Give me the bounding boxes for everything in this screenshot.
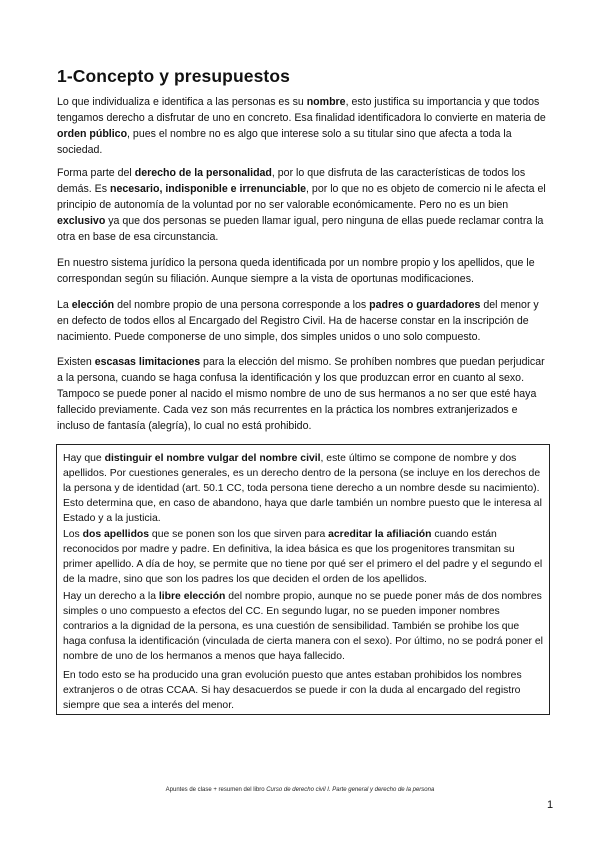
text-run: Los	[63, 529, 83, 540]
paragraph	[57, 297, 551, 345]
page-footer	[0, 787, 600, 793]
bold-term: libre elección	[158, 591, 226, 602]
bold-term: elección	[71, 299, 115, 311]
text-run: Hay un derecho a la	[63, 591, 159, 602]
box-paragraph	[63, 589, 545, 664]
bold-term: acreditar la afiliación	[328, 529, 432, 540]
paragraph	[57, 94, 551, 158]
text-run: En todo esto se ha producido una gran evolución puesto que antes estaban prohibidos los nombres extranjeros o de otras CCAA. Si hay desacuerdos se puede ir con la duda al encargado del registro siempre que sea a interés del menor.	[63, 670, 522, 711]
box-paragraph	[63, 527, 545, 587]
bold-term: orden público	[57, 128, 128, 140]
text-run: En nuestro sistema jurídico la persona queda identificada por un nombre propio y los apellidos, que le correspondan según su filiación. Aunque siempre a la vista de oportunas modificaciones.	[57, 257, 535, 285]
text-run: , esto justifica su importancia y que todos tengamos derecho a disfrutar de uno en concreto. Esa finalidad identificadora lo convierte en materia de	[57, 96, 546, 124]
paragraph	[57, 354, 551, 434]
text-run: cuando están reconocidos por madre y padre. En definitiva, la idea básica es que los progenitores transmitan su primer apellido. A día de hoy, se permite que no tiene por qué ser el primero el del padre y el segundo el de la madre, sino que son los padres los que deciden el orden de los apellidos.	[63, 529, 543, 585]
text-run: del nombre propio, aunque no se puede poner más de dos nombres simples o uno compuesto a efectos del CC. En segundo lugar, no se pueden imponer nombres contrarios a la dignidad de la persona, es una cuestión de sensibilidad. También se prohibe los que haga confusa la identificación (vinculada de cierta manera con el sexo). Por último, no se podrá poner el nombre de uno de los hermanos a menos que haya fallecido.	[63, 591, 543, 662]
text-run: Forma parte del	[57, 167, 135, 179]
text-run: que se ponen son los que sirven para	[149, 529, 329, 540]
text-run: , este último se compone de nombre y dos apellidos. Por cuestiones generales, es un derecho dentro de la persona (se incluye en los derechos de la persona y de identidad (art. 50.1 CC, toda persona tiene derecho a un nombre desde su nacimiento). Esto determina que, en caso de abandono, haya que darle también un nombre puesto que le interesa al Estado y a la justicia.	[63, 453, 542, 524]
box-paragraph	[63, 451, 545, 526]
text-run: , pues el nombre no es algo que interese solo a su titular sino que afecta a toda la sociedad.	[57, 128, 512, 156]
text-run: del menor y en defecto de todos ellos al Encargado del Registro Civil. Ha de hacerse constar en la inscripción de nacimiento. Puede componerse de uno simple, dos simples unidos o uno solo compuesto.	[57, 299, 539, 343]
bold-term: dos apellidos	[82, 529, 150, 540]
bold-term: padres o guardadores	[369, 299, 481, 311]
bold-term: nombre	[306, 96, 346, 108]
footer-text: Apuntes de clase + resumen del libro	[165, 787, 267, 793]
text-run: para la elección del mismo. Se prohíben nombres que puedan perjudicar a la persona, cuando se haga confusa la identificación y los que produzcan error en cuanto al sexo. Tampoco se puede poner al nacido el mismo nombre de uno de sus hermanos a no ser que esté haya fallecido previamente. Cada vez son más recurrentes en la práctica los nombres extranjerizados e incluso de fantasía (alegría), lo cual no está prohibido.	[57, 356, 545, 432]
text-run: Hay que	[63, 453, 105, 464]
bold-term: exclusivo	[57, 215, 106, 227]
text-run: ya que dos personas se pueden llamar igual, pero ninguna de ellas puede reclamar contra la otra en base de esa circunstancia.	[57, 215, 544, 243]
bold-term: escasas limitaciones	[94, 356, 201, 368]
box-paragraph	[63, 668, 545, 713]
page-number: 1	[547, 799, 554, 811]
text-run: Lo que individualiza e identifica a las personas es su	[57, 96, 307, 108]
page-title: 1-Concepto y presupuestos	[57, 66, 290, 86]
text-run: , por lo que disfruta de las características de todos los demás. Es	[57, 167, 526, 195]
footer-book-title: Curso de derecho civil I. Parte general y derecho de la persona	[266, 787, 435, 793]
bold-term: distinguir el nombre vulgar del nombre civil	[104, 453, 321, 464]
text-run: La	[57, 299, 72, 311]
text-run: del nombre propio de una persona corresponde a los	[114, 299, 370, 311]
text-run: Existen	[57, 356, 95, 368]
summary-box	[56, 444, 550, 715]
paragraph	[57, 255, 551, 287]
text-run: , por lo que no es objeto de comercio ni le afecta el principio de autonomía de la voluntad por no ser valorable económicamente. Pero no es un bien	[57, 183, 546, 211]
paragraph	[57, 165, 551, 245]
bold-term: derecho de la personalidad	[134, 167, 272, 179]
bold-term: necesario, indisponible e irrenunciable	[110, 183, 307, 195]
